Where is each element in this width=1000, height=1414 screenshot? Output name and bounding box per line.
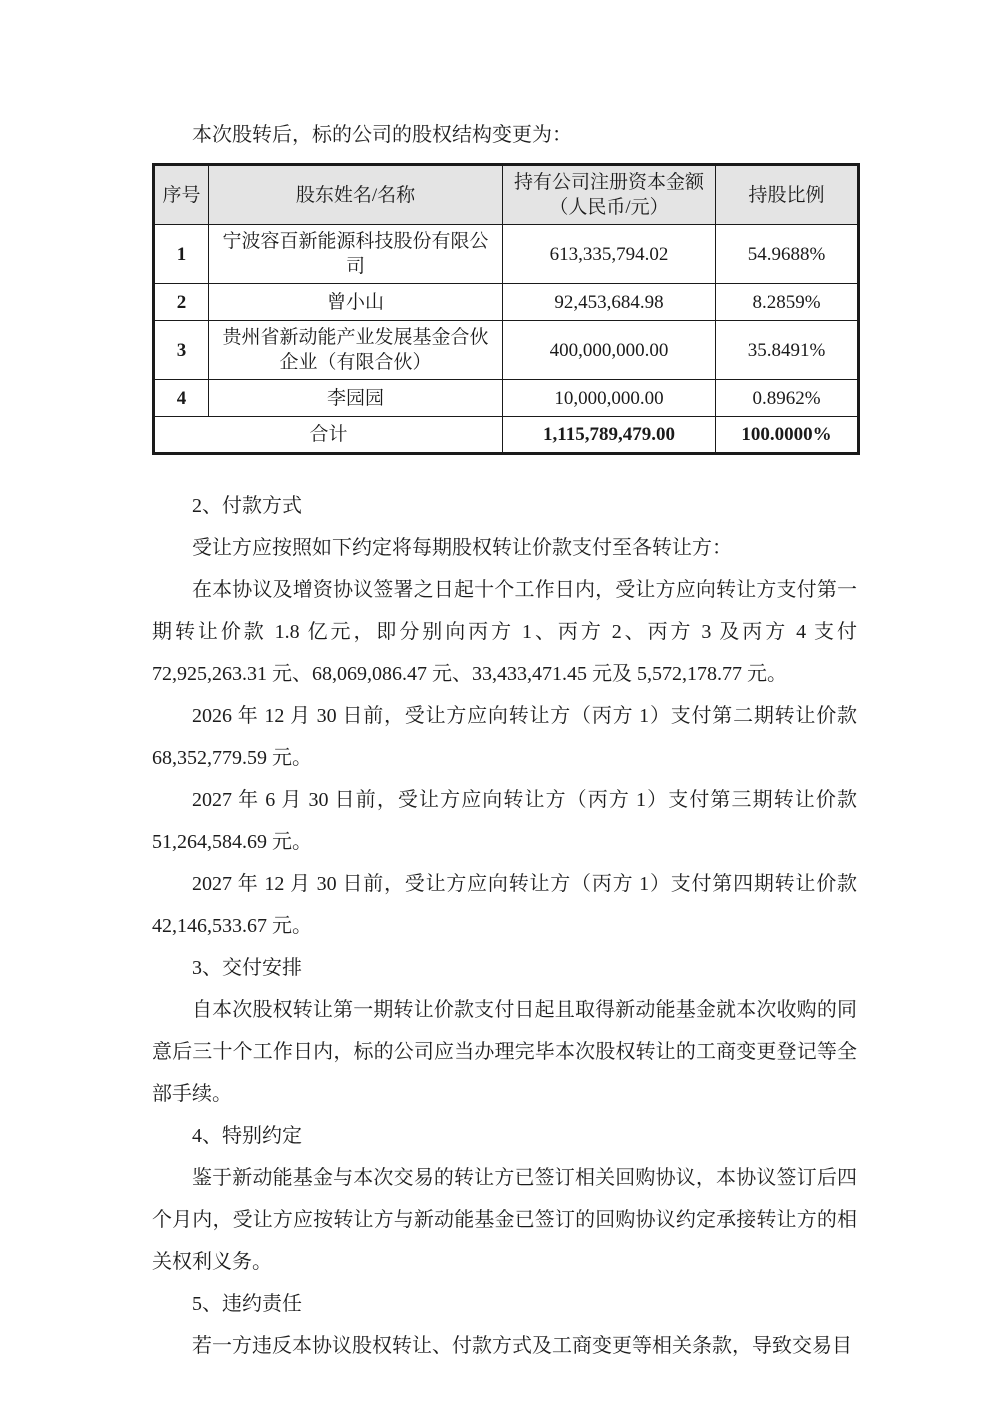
cell-shareholder-name: 贵州省新动能产业发展基金合伙企业（有限合伙）: [209, 321, 503, 380]
paragraph-delivery-arrangement: 自本次股权转让第一期转让价款支付日起且取得新动能基金就本次收购的同意后三十个工作日内，标的公司应当办理完毕本次股权转让的工商变更登记等全部手续。: [152, 999, 857, 1105]
cell-index: 2: [154, 284, 209, 321]
cell-ratio: 8.2859%: [716, 284, 859, 321]
cell-shareholder-name: 宁波容百新能源科技股份有限公司: [209, 225, 503, 284]
cell-shareholder-name: 曾小山: [209, 284, 503, 321]
paragraph-first-installment: 在本协议及增资协议签署之日起十个工作日内，受让方应向转让方支付第一期转让价款 1.8 亿元，即分别向丙方 1、丙方 2、丙方 3 及丙方 4 支付 72,925,263.31 元、68,069,086.47 元、33,433,471.45 元及 5,572,178.77 元。: [152, 579, 857, 685]
cell-ratio: 54.9688%: [716, 225, 859, 284]
intro-paragraph: 本次股转后，标的公司的股权结构变更为：: [192, 124, 572, 146]
col-header-shareholder-name: 股东姓名/名称: [209, 165, 503, 225]
cell-shareholder-name: 李园园: [209, 380, 503, 417]
cell-amount: 400,000,000.00: [503, 321, 716, 380]
table-row: [154, 284, 859, 321]
paragraph-fourth-installment: 2027 年 12 月 30 日前，受让方应向转让方（丙方 1）支付第四期转让价款 42,146,533.67 元。: [152, 873, 857, 937]
body-text: [152, 485, 857, 1367]
shareholding-structure-table: [152, 163, 860, 455]
col-header-registered-capital-line2: （人民币/元）: [549, 197, 669, 218]
cell-amount: 613,335,794.02: [503, 225, 716, 284]
paragraph-third-installment: 2027 年 6 月 30 日前，受让方应向转让方（丙方 1）支付第三期转让价款 51,264,584.69 元。: [152, 789, 857, 853]
table-row: [154, 380, 859, 417]
paragraph-breach-liability: 若一方违反本协议股权转让、付款方式及工商变更等相关条款，导致交易目: [192, 1335, 852, 1357]
table-row: [154, 225, 859, 284]
document-content: [152, 121, 857, 1367]
col-header-ratio: 持股比例: [716, 165, 859, 225]
paragraph-second-installment: 2026 年 12 月 30 日前，受让方应向转让方（丙方 1）支付第二期转让价款 68,352,779.59 元。: [152, 705, 857, 769]
total-ratio-cell: 100.0000%: [716, 417, 859, 454]
cell-amount: 92,453,684.98: [503, 284, 716, 321]
total-label-cell: 合计: [154, 417, 503, 454]
section-heading-delivery: 3、交付安排: [192, 957, 302, 979]
cell-ratio: 35.8491%: [716, 321, 859, 380]
cell-amount: 10,000,000.00: [503, 380, 716, 417]
table-total-row: [154, 417, 859, 454]
section-heading-special-terms: 4、特别约定: [192, 1125, 302, 1147]
section-heading-payment-method: 2、付款方式: [192, 495, 302, 517]
cell-ratio: 0.8962%: [716, 380, 859, 417]
paragraph-payment-intro: 受让方应按照如下约定将每期股权转让价款支付至各转让方：: [192, 537, 732, 559]
cell-index: 3: [154, 321, 209, 380]
total-amount-cell: 1,115,789,479.00: [503, 417, 716, 454]
paragraph-special-terms: 鉴于新动能基金与本次交易的转让方已签订相关回购协议，本协议签订后四个月内，受让方应按转让方与新动能基金已签订的回购协议约定承接转让方的相关权利义务。: [152, 1167, 857, 1273]
table-header-row: [154, 165, 859, 225]
cell-index: 1: [154, 225, 209, 284]
col-header-index: 序号: [154, 165, 209, 225]
col-header-registered-capital-line1: 持有公司注册资本金额: [513, 172, 704, 193]
cell-index: 4: [154, 380, 209, 417]
section-heading-breach-liability: 5、违约责任: [192, 1293, 302, 1315]
col-header-registered-capital: [503, 165, 716, 225]
table-row: [154, 321, 859, 380]
